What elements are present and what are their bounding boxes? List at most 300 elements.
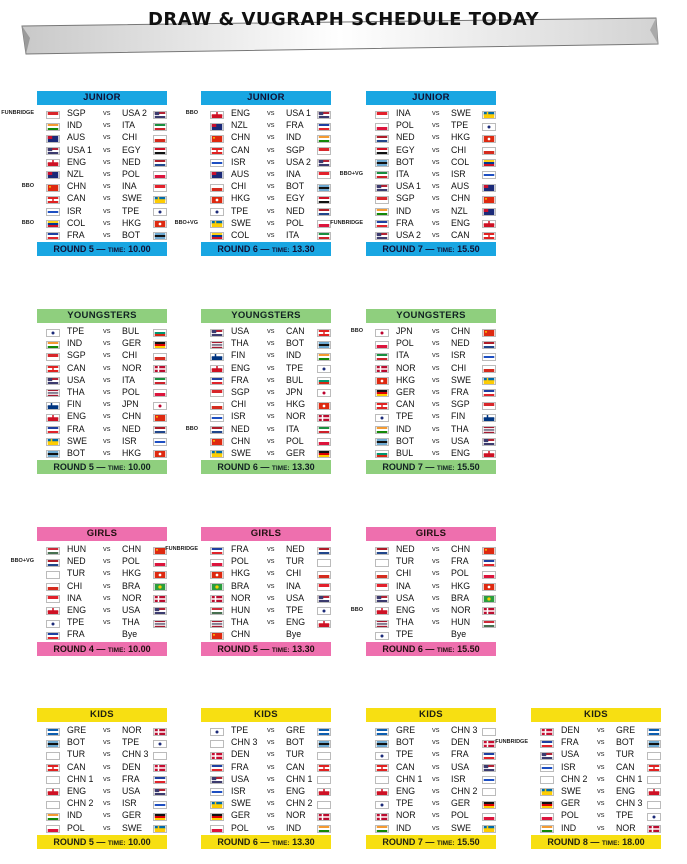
versus-label: vs <box>103 399 111 409</box>
versus-label: vs <box>432 604 440 614</box>
home-team-flag-icon <box>210 582 224 590</box>
away-team-flag-icon <box>317 183 331 191</box>
home-team: NED <box>396 132 415 143</box>
versus-label: vs <box>432 399 440 409</box>
away-team-flag-icon <box>317 751 331 759</box>
away-team: POL <box>122 168 140 179</box>
home-team: POL <box>396 338 414 349</box>
round-label: ROUND 6 <box>382 643 423 654</box>
away-team: USA 2 <box>286 156 311 167</box>
home-team: NZL <box>231 120 248 131</box>
away-team-flag-icon <box>153 619 167 627</box>
match-row <box>201 374 331 386</box>
home-team-flag-icon <box>46 146 60 154</box>
home-team: DEN <box>561 725 580 735</box>
home-team-flag-icon <box>46 207 60 215</box>
home-team: SGP <box>67 350 86 361</box>
match-row <box>201 119 331 131</box>
away-team: POL <box>286 217 304 228</box>
time-label: TIME: <box>436 465 455 473</box>
home-team-flag-icon <box>46 352 60 360</box>
home-team-flag-icon <box>210 812 224 820</box>
home-team: TPE <box>67 326 85 336</box>
broadcast-tag: FUNBRIDGE <box>165 546 198 552</box>
match-row <box>37 374 167 386</box>
home-team-flag-icon <box>46 195 60 203</box>
versus-label: vs <box>432 132 440 142</box>
match-row <box>37 229 167 241</box>
versus-label: vs <box>103 773 111 783</box>
away-team-flag-icon <box>317 146 331 154</box>
away-team: CHN 2 <box>451 785 478 796</box>
away-team: INA <box>122 181 137 192</box>
home-team: ITA <box>396 350 410 361</box>
away-team-flag-icon <box>482 558 496 566</box>
versus-label: vs <box>597 725 605 734</box>
home-team-flag-icon <box>375 449 389 457</box>
away-team: INA <box>286 168 301 179</box>
home-team-flag-icon <box>210 570 224 578</box>
away-team: CHN 3 <box>616 798 643 809</box>
versus-label: vs <box>103 374 111 384</box>
away-team-flag-icon <box>153 122 167 130</box>
home-team-flag-icon <box>375 787 389 795</box>
match-row <box>37 592 167 604</box>
home-team: SWE <box>561 785 582 796</box>
away-team: ITA <box>122 120 136 131</box>
versus-label: vs <box>432 423 440 433</box>
away-team: CHN 2 <box>286 798 313 809</box>
match-row <box>37 822 167 834</box>
versus-label: vs <box>267 604 275 614</box>
time-label: TIME: <box>107 839 126 847</box>
start-time: 15.50 <box>457 244 480 255</box>
away-team: TUR <box>616 749 635 760</box>
away-team: CAN <box>286 326 305 336</box>
versus-label: vs <box>267 798 275 808</box>
versus-label: vs <box>103 181 111 191</box>
home-team-flag-icon <box>375 146 389 154</box>
away-team-flag-icon <box>317 219 331 227</box>
start-time: 15.50 <box>457 643 480 654</box>
versus-label: vs <box>267 725 275 734</box>
away-team-flag-icon <box>482 401 496 409</box>
match-row <box>201 761 331 773</box>
home-team-flag-icon <box>210 739 224 747</box>
match-row <box>366 180 496 192</box>
away-team: POL <box>122 556 140 567</box>
home-team-flag-icon <box>210 727 224 735</box>
away-team: DEN <box>122 761 141 772</box>
away-team: GER <box>451 798 471 809</box>
home-team: ENG <box>231 362 251 373</box>
home-team: GRE <box>396 725 416 735</box>
youngsters-round-card <box>350 309 496 474</box>
home-team: CHN 1 <box>67 773 94 784</box>
card-header: KIDS <box>531 708 661 722</box>
match-row <box>350 604 496 616</box>
match-row <box>37 435 167 447</box>
separator: — <box>257 836 272 847</box>
girls-round-card <box>165 527 331 656</box>
versus-label: vs <box>432 773 440 783</box>
round-label: ROUND 7 <box>382 244 423 255</box>
away-team-flag-icon <box>153 775 167 783</box>
match-row <box>531 785 661 797</box>
away-team-flag-icon <box>317 824 331 832</box>
home-team: GER <box>396 386 416 397</box>
match-row <box>201 362 331 374</box>
away-team-flag-icon <box>482 437 496 445</box>
round-label: ROUND 7 <box>382 836 423 847</box>
time-label: TIME: <box>436 839 455 847</box>
versus-label: vs <box>267 108 275 117</box>
away-team-flag-icon <box>153 352 167 360</box>
round-footer <box>201 460 331 474</box>
away-team-flag-icon <box>647 824 661 832</box>
versus-label: vs <box>432 725 440 734</box>
away-team: ISR <box>451 350 466 361</box>
home-team-flag-icon <box>210 388 224 396</box>
away-team: CHI <box>286 568 302 579</box>
away-team-flag-icon <box>153 594 167 602</box>
versus-label: vs <box>597 737 605 747</box>
versus-label: vs <box>597 749 605 759</box>
home-team-flag-icon <box>46 134 60 142</box>
away-team: NZL <box>451 205 468 216</box>
home-team: FIN <box>67 399 82 410</box>
home-team-flag-icon <box>46 582 60 590</box>
versus-label: vs <box>267 229 275 239</box>
match-list <box>350 323 496 459</box>
away-team: POL <box>122 386 140 397</box>
separator: — <box>257 462 272 473</box>
versus-label: vs <box>432 156 440 166</box>
match-row <box>37 398 167 410</box>
away-team: ISR <box>451 168 466 179</box>
away-team-flag-icon <box>482 775 496 783</box>
home-team-flag-icon <box>375 570 389 578</box>
versus-label: vs <box>103 386 111 396</box>
versus-label: vs <box>432 326 440 335</box>
away-team-flag-icon <box>482 195 496 203</box>
home-team-flag-icon <box>540 751 554 759</box>
home-team-flag-icon <box>375 413 389 421</box>
versus-label: vs <box>103 144 111 154</box>
match-row <box>366 761 496 773</box>
away-team-flag-icon <box>153 183 167 191</box>
home-team-flag-icon <box>46 437 60 445</box>
versus-label: vs <box>432 544 440 553</box>
away-team-flag-icon <box>482 787 496 795</box>
versus-label: vs <box>267 617 275 627</box>
home-team: ENG <box>396 785 416 796</box>
home-team-flag-icon <box>375 158 389 166</box>
away-team: HKG <box>286 399 306 410</box>
away-team-flag-icon <box>317 340 331 348</box>
home-team-flag-icon <box>375 437 389 445</box>
home-team: CHI <box>231 181 247 192</box>
match-row <box>201 724 331 736</box>
away-team: IND <box>286 350 302 361</box>
home-team: NOR <box>396 362 416 373</box>
round-footer <box>37 460 167 474</box>
away-team: SWE <box>451 822 472 833</box>
away-team: CHN 1 <box>616 773 643 784</box>
broadcast-tag: BBO <box>350 606 363 613</box>
broadcast-tag: BBO <box>21 219 34 226</box>
away-team: DEN <box>451 737 470 748</box>
versus-label: vs <box>597 810 605 820</box>
match-row <box>201 822 331 834</box>
home-team-flag-icon <box>210 110 224 118</box>
broadcast-tag: BBO <box>185 425 198 432</box>
away-team-flag-icon <box>647 751 661 759</box>
home-team-flag-icon <box>375 594 389 602</box>
match-row <box>366 337 496 349</box>
versus-label: vs <box>597 773 605 783</box>
start-time: 10.00 <box>128 462 151 473</box>
home-team: CHN 1 <box>396 773 423 784</box>
home-team: ISR <box>67 205 82 216</box>
home-team: CAN <box>396 761 415 772</box>
girls-round-card <box>350 527 496 656</box>
home-team: IND <box>396 423 412 434</box>
away-team-flag-icon <box>482 207 496 215</box>
away-team-flag-icon <box>317 775 331 783</box>
home-team: INA <box>67 592 82 603</box>
match-row <box>366 131 496 143</box>
home-team: SGP <box>67 108 86 118</box>
away-team-flag-icon <box>153 401 167 409</box>
versus-label: vs <box>103 156 111 166</box>
match-row <box>366 156 496 168</box>
match-list <box>10 541 167 641</box>
match-row <box>366 580 496 592</box>
versus-label: vs <box>267 568 275 578</box>
away-team: BRA <box>122 580 141 591</box>
home-team: FRA <box>67 629 85 640</box>
round-footer <box>366 642 496 656</box>
home-team: FRA <box>67 423 85 434</box>
home-team: CHI <box>231 399 247 410</box>
versus-label: vs <box>267 592 275 602</box>
home-team: SGP <box>396 193 415 204</box>
away-team-flag-icon <box>153 425 167 433</box>
match-row <box>531 748 661 760</box>
match-row <box>37 349 167 361</box>
round-footer <box>37 242 167 256</box>
versus-label: vs <box>267 386 275 396</box>
versus-label: vs <box>103 580 111 590</box>
home-team-flag-icon <box>46 546 60 554</box>
home-team: THA <box>231 338 249 349</box>
home-team-flag-icon <box>375 775 389 783</box>
start-time: 13.30 <box>292 462 315 473</box>
versus-label: vs <box>103 447 111 457</box>
match-row <box>201 616 331 628</box>
separator: — <box>93 244 108 255</box>
match-row <box>201 580 331 592</box>
match-row <box>366 555 496 567</box>
home-team-flag-icon <box>210 219 224 227</box>
home-team-flag-icon <box>46 570 60 578</box>
match-row <box>37 192 167 204</box>
home-team: NOR <box>231 592 251 603</box>
home-team-flag-icon <box>46 619 60 627</box>
away-team-flag-icon <box>317 449 331 457</box>
away-team-flag-icon <box>153 328 167 336</box>
versus-label: vs <box>432 617 440 627</box>
away-team-flag-icon <box>153 570 167 578</box>
away-team: FRA <box>451 386 469 397</box>
match-row <box>366 374 496 386</box>
home-team-flag-icon <box>210 401 224 409</box>
home-team: USA 1 <box>396 181 421 192</box>
versus-label: vs <box>103 617 111 627</box>
versus-label: vs <box>267 362 275 372</box>
broadcast-tag: BBO <box>185 110 198 116</box>
away-team-flag-icon <box>482 219 496 227</box>
away-team-flag-icon <box>482 570 496 578</box>
home-team: INA <box>396 108 411 118</box>
kids-round-card <box>366 708 496 849</box>
away-team-flag-icon <box>317 122 331 130</box>
versus-label: vs <box>103 168 111 178</box>
home-team-flag-icon <box>46 328 60 336</box>
match-row <box>366 724 496 736</box>
card-header: YOUNGSTERS <box>366 309 496 323</box>
match-row <box>531 724 661 736</box>
away-team: BOT <box>286 338 305 349</box>
broadcast-tag: BBO <box>21 183 34 190</box>
versus-label: vs <box>267 156 275 166</box>
away-team-flag-icon <box>317 413 331 421</box>
match-row <box>185 107 331 119</box>
start-time: 15.50 <box>457 462 480 473</box>
away-team-flag-icon <box>153 134 167 142</box>
card-header: GIRLS <box>37 527 167 541</box>
versus-label: vs <box>103 338 111 348</box>
round-footer <box>366 460 496 474</box>
away-team: ENG <box>286 785 306 796</box>
away-team: FRA <box>451 556 469 567</box>
versus-label: vs <box>432 205 440 215</box>
broadcast-tag: BBO+VG <box>10 558 34 565</box>
versus-label: vs <box>432 592 440 602</box>
home-team-flag-icon <box>46 751 60 759</box>
away-team: NOR <box>122 362 142 373</box>
away-team-flag-icon <box>482 364 496 372</box>
home-team-flag-icon <box>210 328 224 336</box>
away-team-flag-icon <box>317 352 331 360</box>
round-label: ROUND 8 <box>547 836 588 847</box>
home-team: SGP <box>231 386 250 397</box>
home-team: HUN <box>67 544 87 554</box>
away-team: TPE <box>286 604 304 615</box>
home-team-flag-icon <box>46 787 60 795</box>
home-team-flag-icon <box>210 158 224 166</box>
home-team-flag-icon <box>375 122 389 130</box>
home-team-flag-icon <box>375 134 389 142</box>
versus-label: vs <box>103 423 111 433</box>
versus-label: vs <box>103 229 111 239</box>
home-team: BOT <box>396 156 415 167</box>
match-row <box>21 217 167 229</box>
round-label: ROUND 5 <box>53 462 94 473</box>
away-team-flag-icon <box>482 449 496 457</box>
home-team: ENG <box>67 604 87 615</box>
home-team-flag-icon <box>46 158 60 166</box>
home-team-flag-icon <box>210 207 224 215</box>
home-team-flag-icon <box>375 328 389 336</box>
home-team: CHN 2 <box>67 798 94 809</box>
match-row <box>174 217 331 229</box>
home-team-flag-icon <box>375 546 389 554</box>
card-header: JUNIOR <box>37 91 167 105</box>
round-footer <box>201 242 331 256</box>
away-team-flag-icon <box>482 134 496 142</box>
away-team: USA <box>122 785 141 796</box>
away-team: NOR <box>286 810 306 821</box>
home-team: USA <box>396 592 415 603</box>
home-team: TUR <box>396 556 415 567</box>
away-team: USA <box>286 592 305 603</box>
versus-label: vs <box>103 810 111 820</box>
versus-label: vs <box>267 374 275 384</box>
versus-label: vs <box>103 120 111 130</box>
versus-label: vs <box>267 749 275 759</box>
away-team-flag-icon <box>482 352 496 360</box>
versus-label: vs <box>103 592 111 602</box>
away-team: ENG <box>451 447 471 458</box>
versus-label: vs <box>267 822 275 832</box>
away-team: IND <box>286 822 302 833</box>
away-team: TPE <box>286 362 304 373</box>
match-row <box>37 797 167 809</box>
home-team: IND <box>561 822 577 833</box>
away-team-flag-icon <box>153 727 167 735</box>
away-team: CHN <box>122 411 142 422</box>
home-team-flag-icon <box>375 425 389 433</box>
home-team-flag-icon <box>210 763 224 771</box>
match-row <box>37 736 167 748</box>
match-row <box>37 362 167 374</box>
away-team: NOR <box>122 725 142 735</box>
match-row <box>366 362 496 374</box>
match-row <box>201 180 331 192</box>
home-team: TUR <box>67 749 86 760</box>
away-team: SWE <box>451 108 472 118</box>
versus-label: vs <box>432 810 440 820</box>
versus-label: vs <box>267 761 275 771</box>
versus-label: vs <box>267 435 275 445</box>
separator: — <box>93 462 108 473</box>
away-team-flag-icon <box>317 570 331 578</box>
home-team: POL <box>67 822 85 833</box>
away-team: ITA <box>286 423 300 434</box>
versus-label: vs <box>432 749 440 759</box>
versus-label: vs <box>432 338 440 348</box>
versus-label: vs <box>103 544 111 553</box>
home-team-flag-icon <box>375 824 389 832</box>
away-team: JPN <box>286 386 303 397</box>
time-label: TIME: <box>436 646 455 654</box>
away-team-flag-icon <box>317 582 331 590</box>
match-row <box>201 168 331 180</box>
away-team-flag-icon <box>153 558 167 566</box>
away-team: TPE <box>122 737 140 748</box>
